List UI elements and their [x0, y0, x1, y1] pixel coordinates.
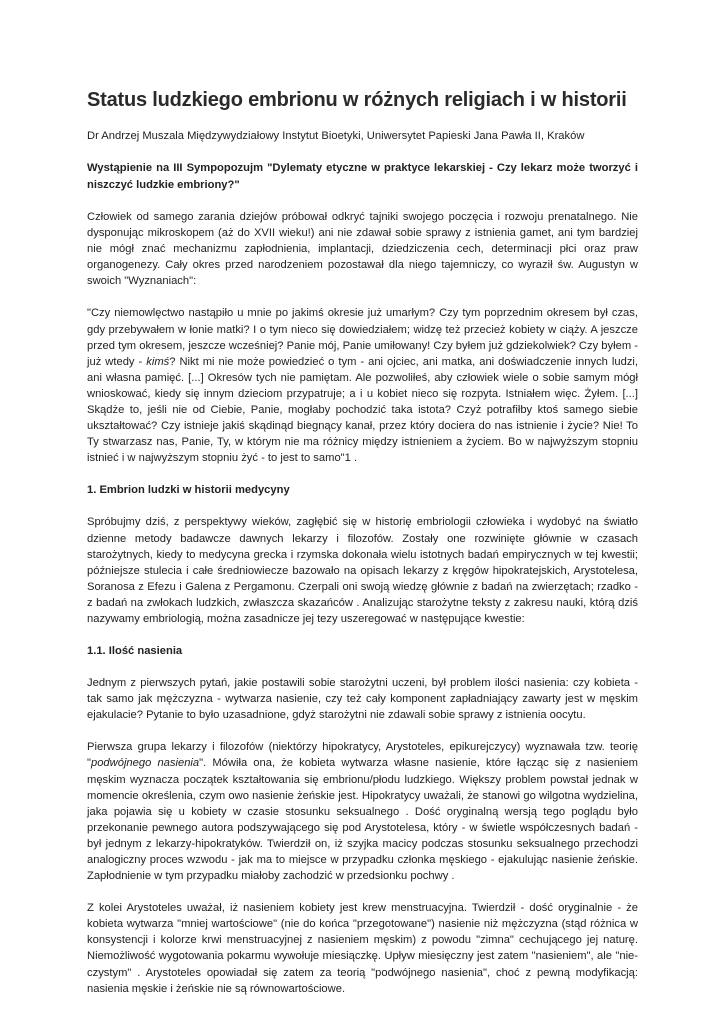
- section-1-1-paragraph-1: Jednym z pierwszych pytań, jakie postawili sobie starożytni uczeni, był problem ilości nasienia: czy kobieta - tak samo jak mężczyzna - wytwarza nasienie, czy też cały komponent zapładniający zawarty jest w męskim ejakulacie? Pytanie to było uzasadnione, gdyż starożytni nie zdawali sobie sprawy z istnienia oocytu.: [87, 677, 638, 722]
- paragraph-2-emphasis: podwójnego nasienia: [90, 757, 200, 770]
- paragraph-2-part-1: Pierwsza grupa lekarzy i filozofów (niektórzy hipokratycy, Arystoteles, epikurejczycy) wyznawała tzw. teorię ": [87, 741, 638, 770]
- section-1-1-paragraph-3: Z kolei Arystoteles uważał, iż nasieniem kobiety jest krew menstruacyjna. Twierdził - dość oryginalnie - że kobieta wytwarza "mniej wartościowe" (nie do końca "przegotowane") nasienie niż mężczyzna (stąd różnica w konsystencji i kolorze krwi menstruacyjnej z nasieniem męskim) z powodu "zimna" cechującego jej naturę. Niemożliwość wygotowania pokarmu wywołuje miesiączkę. Upływ miesięczny jest zatem "nasieniem", ale "nie-czystym" . Arystoteles opowiadał się zatem za teorią "podwójnego nasienia", choć z pewną modyfikacją: nasienia męskie i żeńskie nie są równowartościowe.: [87, 902, 638, 995]
- section-1-paragraph: Spróbujmy dziś, z perspektywy wieków, zagłębić się w historię embriologii człowieka i wydobyć na światło dzienne metody badawcze dawnych lekarzy i filozofów. Zostały one rozwinięte głównie w czasach starożytnych, kiedy to medycyna grecka i rzymska dokonała wielu istotnych badań empirycznych w tej kwestii; późniejsze stulecia i całe średniowiecze bazowało na opisach lekarzy z kręgów hipokratejskich, Arystotelesa, Soranosa z Efezu i Galena z Pergamonu. Czerpali oni swoją wiedzę głównie z badań na zwierzętach; rzadko - z badań na zwłokach ludzkich, zwłaszcza skazańców . Analizując starożytne teksty z zakresu nauki, którą dziś nazywamy embriologią, można zasadnicze jej tezy uszeregować w następujące kwestie:: [87, 516, 638, 625]
- augustine-quote: [87, 305, 638, 466]
- quote-part-1: "Czy niemowlęctwo nastąpiło u mnie po jakimś okresie już umarłym? Czy tym poprzednim okresem był czas, gdy przebywałem w łonie matki? I o tym nieco się dowiedziałem; widzę też przecież kobiety w ciąży. A jeszcze przed tym okresem, jeszcze wcześniej? Panie mój, Panie umiłowany! Czy byłem już gdziekolwiek? Czy byłem - już wtedy -: [87, 307, 638, 368]
- document-body: [87, 88, 638, 997]
- quote-emphasis: kimś: [146, 355, 170, 368]
- quote-part-2: ? Nikt mi nie może powiedzieć o tym - ani ojciec, ani matka, ani doświadczenie innych ludzi, ani własna pamięć. [...] Okresów tych nie pamiętam. Ale pozwoliłeś, aby człowiek wiele o sobie samym mógł wnioskować, kiedy się innym dzieciom przypatruje; a i u kobiet nieco się rozpyta. Istniałem więc. Żyłem. [...] Skądże to, jeśli nie od Ciebie, Panie, mogłaby pochodzić taka istota? Czyż potrafiłby ktoś samego siebie ukształtować? Czy istnieje jakiś skądinąd biegnący kanał, przez który dociera do nas istnienie i życie? Nie! To Ty stwarzasz nas, Panie, Ty, w którym nie ma różnicy między istnieniem a życiem. Bo w najwyższym stopniu istnieć i w najwyższym stopniu żyć - to jest to samo"1 .: [87, 355, 639, 465]
- section-1-1-heading: 1.1. Ilość nasienia: [87, 645, 183, 658]
- section-1-1-paragraph-2: [87, 739, 638, 884]
- document-title: Status ludzkiego embrionu w różnych religiach i w historii: [87, 89, 627, 111]
- paragraph-2-part-2: ". Mówiła ona, że kobieta wytwarza własne nasienie, które łącząc się z nasieniem męskim wyznacza początek kształtowania się embrionu/płodu ludzkiego. Większy problem powstał jednak w momencie określenia, czym owo nasienie żeńskie jest. Hipokratycy uważali, że stanowi go wilgotna wydzielina, jaka pojawia się u kobiety w czasie stosunku seksualnego . Dość oryginalną wersją tego poglądu było przekonanie pewnego autora podszywającego się pod Arystotelesa, który - w świetle współczesnych badań - był jednym z lekarzy-hipokratyków. Twierdził on, iż szyjka macicy podczas stosunku seksualnego przechodzi analogiczny proces wzwodu - jak ma to miejsce w przypadku członka męskiego - ejakulując nasienie żeńskie. Zapłodnienie w tym przypadku miałoby zachodzić w przedsionku pochwy .: [87, 757, 639, 883]
- intro-paragraph: Człowiek od samego zarania dziejów próbował odkryć tajniki swojego poczęcia i rozwoju prenatalnego. Nie dysponując mikroskopem (aż do XVII wieku!) ani nie zdawał sobie sprawy z istnienia gamet, ani tym bardziej nie mógł znać mechanizmu zapłodnienia, implantacji, dziedziczenia cech, determinacji płci oraz praw organogenezy. Cały okres przed narodzeniem pozostawał dla niego tajemniczy, co wyraził św. Augustyn w swoich "Wyznaniach":: [87, 211, 638, 288]
- author-line: Dr Andrzej Muszala Międzywydziałowy Instytut Bioetyki, Uniwersytet Papieski Jana Pawła II, Kraków: [87, 130, 585, 142]
- section-1-heading: 1. Embrion ludzki w historii medycyny: [87, 484, 290, 497]
- event-subtitle: Wystąpienie na III Sympopozujm "Dylematy etyczne w praktyce lekarskiej - Czy lekarz może tworzyć i niszczyć ludzkie embriony?": [87, 162, 638, 191]
